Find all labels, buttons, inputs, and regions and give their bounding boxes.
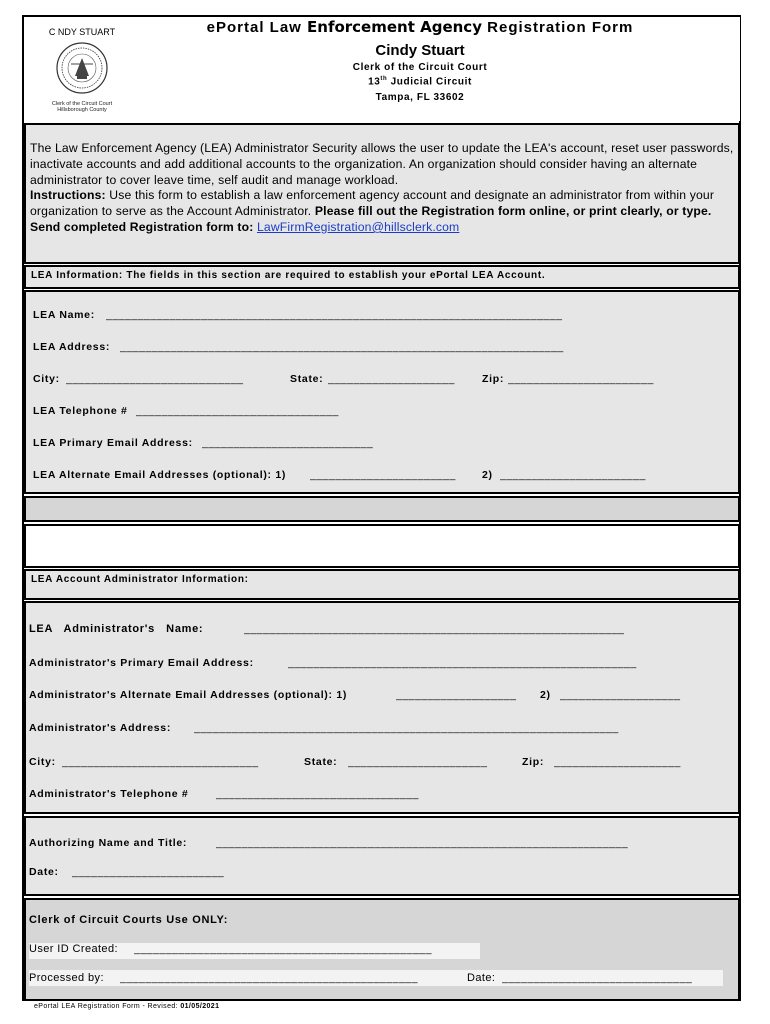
lea-telephone-field[interactable]: ________________________________ [136, 405, 339, 417]
admin-telephone-label: Administrator's Telephone # [29, 788, 189, 800]
seal-caption: Clerk of the Circuit Court Hillsborough County [51, 101, 113, 113]
lea-heading: LEA Information: The fields in this section are required to establish your ePortal LEA Account. [31, 270, 546, 281]
admin-alt-email-1-field[interactable]: ___________________ [396, 689, 517, 701]
spacer-box-gray [24, 496, 740, 522]
lea-alt-email-2-label: 2) [482, 469, 493, 481]
lea-city-field[interactable]: ____________________________ [66, 373, 244, 385]
lea-alt-email-1-field[interactable]: _______________________ [310, 469, 456, 481]
form-title: ePortal Law Enforcement Agency Registration Form [206, 18, 634, 36]
admin-alt-email-2-field[interactable]: ___________________ [560, 689, 681, 701]
form-footer: ePortal LEA Registration Form - Revised: 01/05/2021 [34, 1003, 220, 1010]
judicial-circuit: 13th Judicial Circuit [368, 76, 472, 88]
spacer-box-white [24, 524, 740, 568]
lea-name-field[interactable]: ________________________________________________________________________ [106, 309, 563, 321]
admin-address-field[interactable]: ___________________________________________________________________ [194, 722, 619, 734]
admin-name-field[interactable]: ____________________________________________________________ [244, 623, 625, 635]
seal-name: C NDY STUART [48, 27, 116, 37]
clerk-seal [30, 22, 134, 118]
admin-primary-email-field[interactable]: _______________________________________________________ [288, 657, 637, 669]
admin-zip-field[interactable]: ____________________ [554, 756, 681, 768]
lea-zip-label: Zip: [482, 373, 505, 385]
admin-state-label: State: [304, 756, 338, 768]
authorizing-name-field[interactable]: _________________________________________________________________ [216, 837, 629, 849]
processed-by-field[interactable]: _______________________________________________ [120, 972, 418, 984]
user-id-label: User ID Created: [29, 943, 118, 955]
lea-zip-field[interactable]: _______________________ [508, 373, 654, 385]
admin-zip-label: Zip: [522, 756, 545, 768]
admin-primary-email-label: Administrator's Primary Email Address: [29, 657, 254, 669]
authorization-box [24, 816, 740, 896]
intro-text: The Law Enforcement Agency (LEA) Administrator Security allows the user to update the LEA's account, reset user passwords, inactivate accounts and add additional accounts to the organization. An organization should consider having an alternate administrator to cover leave time, self audit and manage workload. Instructions: Use this form to establish a law enforcement agency account and designate an administrator from within your organization to serve as the Account Administrator. Please fill out the Registration form online, or print clearly, or type. Send completed Registration form to: LawFirmRegistration@hillsclerk.com [30, 141, 734, 234]
admin-alt-email-2-label: 2) [540, 689, 551, 701]
authorizing-name-label: Authorizing Name and Title: [29, 837, 188, 849]
lea-city-label: City: [33, 373, 60, 385]
admin-heading: LEA Account Administrator Information: [31, 574, 249, 585]
clerk-office: Clerk of the Circuit Court [352, 62, 488, 73]
processed-date-field[interactable]: ______________________________ [502, 972, 693, 984]
user-id-field[interactable]: _______________________________________________ [134, 943, 432, 955]
authorization-date-label: Date: [29, 866, 59, 878]
lea-address-label: LEA Address: [33, 341, 111, 353]
lea-alt-email-2-field[interactable]: _______________________ [500, 469, 646, 481]
admin-telephone-field[interactable]: ________________________________ [216, 788, 419, 800]
lea-alt-email-label: LEA Alternate Email Addresses (optional): 1) [33, 469, 287, 481]
admin-city-label: City: [29, 756, 56, 768]
admin-address-label: Administrator's Address: [29, 722, 172, 734]
lea-name-label: LEA Name: [33, 309, 95, 321]
authorization-date-field[interactable]: ________________________ [72, 866, 225, 878]
registration-email-link[interactable]: LawFirmRegistration@hillsclerk.com [256, 219, 460, 234]
admin-alt-email-label: Administrator's Alternate Email Addresses (optional): 1) [29, 689, 348, 701]
clerk-name: Cindy Stuart [375, 42, 465, 59]
lea-state-label: State: [290, 373, 324, 385]
processed-date-label: Date: [467, 972, 496, 984]
processed-by-label: Processed by: [29, 972, 104, 984]
lea-primary-email-label: LEA Primary Email Address: [33, 437, 193, 449]
admin-name-label: LEA Administrator's Name: [29, 623, 204, 635]
clerk-use-heading: Clerk of Circuit Courts Use ONLY: [29, 914, 229, 926]
seal-icon [55, 40, 109, 96]
admin-state-field[interactable]: ______________________ [348, 756, 488, 768]
clerk-city: Tampa, FL 33602 [375, 92, 465, 103]
lea-primary-email-field[interactable]: ___________________________ [202, 437, 374, 449]
lea-telephone-label: LEA Telephone # [33, 405, 128, 417]
lea-address-field[interactable]: ______________________________________________________________________ [120, 341, 564, 353]
admin-city-field[interactable]: _______________________________ [62, 756, 259, 768]
lea-state-field[interactable]: ____________________ [328, 373, 455, 385]
